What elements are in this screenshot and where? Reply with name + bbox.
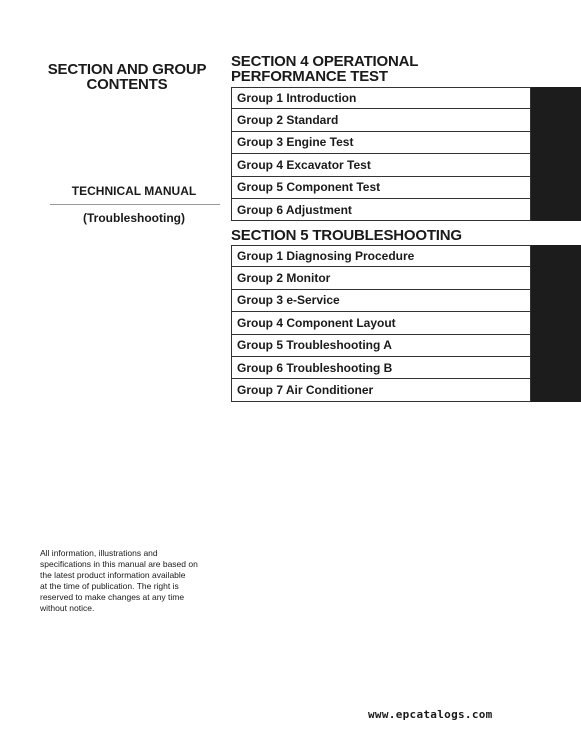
group-label: Group 3 Engine Test	[231, 132, 531, 154]
group-label: Group 3 e-Service	[231, 290, 531, 312]
disclaimer-line: All information, illustrations and	[40, 548, 158, 558]
group-label: Group 1 Diagnosing Procedure	[231, 245, 531, 267]
section-tab-marker	[531, 199, 581, 221]
contents-title	[36, 62, 218, 92]
manual-type-label: TECHNICAL MANUAL	[71, 184, 197, 198]
section5-heading	[231, 228, 462, 243]
group-label: Group 4 Excavator Test	[231, 154, 531, 176]
disclaimer-text	[40, 548, 218, 614]
section4-group-1[interactable]	[231, 87, 581, 109]
section4-group-list	[231, 87, 581, 221]
section5-group-7[interactable]	[231, 379, 581, 401]
section4-heading-line2: PERFORMANCE TEST	[231, 68, 388, 85]
section5-group-3[interactable]	[231, 290, 581, 312]
footer-url-watermark: www.epcatalogs.com	[368, 708, 493, 721]
group-label: Group 1 Introduction	[231, 87, 531, 109]
section5-heading-line1: SECTION 5 TROUBLESHOOTING	[231, 227, 462, 244]
section4-heading	[231, 54, 418, 84]
section-tab-marker	[531, 154, 581, 176]
section5-group-5[interactable]	[231, 335, 581, 357]
section4-group-5[interactable]	[231, 177, 581, 199]
disclaimer-line: reserved to make changes at any time	[40, 592, 185, 602]
section-tab-marker	[531, 132, 581, 154]
section4-group-4[interactable]	[231, 154, 581, 176]
manual-subtitle: (Troubleshooting)	[83, 211, 185, 225]
section-tab-marker	[531, 379, 581, 401]
section-tab-marker	[531, 290, 581, 312]
section5-group-6[interactable]	[231, 357, 581, 379]
group-label: Group 2 Standard	[231, 109, 531, 131]
group-label: Group 6 Troubleshooting B	[231, 357, 531, 379]
section4-group-2[interactable]	[231, 109, 581, 131]
group-label: Group 4 Component Layout	[231, 312, 531, 334]
section4-group-6[interactable]	[231, 199, 581, 221]
group-label: Group 5 Component Test	[231, 177, 531, 199]
section4-heading-line1: SECTION 4 OPERATIONAL	[231, 53, 419, 70]
section5-group-4[interactable]	[231, 312, 581, 334]
group-label: Group 2 Monitor	[231, 267, 531, 289]
section5-group-1[interactable]	[231, 245, 581, 267]
section-tab-marker	[531, 312, 581, 334]
disclaimer-line: specifications in this manual are based on	[40, 559, 198, 569]
group-label: Group 5 Troubleshooting A	[231, 335, 531, 357]
left-divider	[50, 204, 220, 205]
disclaimer-line: without notice.	[40, 603, 95, 613]
contents-title-line1: SECTION AND GROUP	[47, 61, 207, 78]
section-tab-marker	[531, 357, 581, 379]
section-tab-marker	[531, 109, 581, 131]
section-tab-marker	[531, 335, 581, 357]
section5-group-2[interactable]	[231, 267, 581, 289]
section4-group-3[interactable]	[231, 132, 581, 154]
disclaimer-line: the latest product information available	[40, 570, 186, 580]
section5-group-list	[231, 245, 581, 402]
disclaimer-line: at the time of publication. The right is	[40, 581, 179, 591]
group-label: Group 6 Adjustment	[231, 199, 531, 221]
section-tab-marker	[531, 245, 581, 267]
contents-title-line2: CONTENTS	[86, 76, 168, 93]
section-tab-marker	[531, 177, 581, 199]
section-tab-marker	[531, 267, 581, 289]
section-tab-marker	[531, 87, 581, 109]
group-label: Group 7 Air Conditioner	[231, 379, 531, 401]
